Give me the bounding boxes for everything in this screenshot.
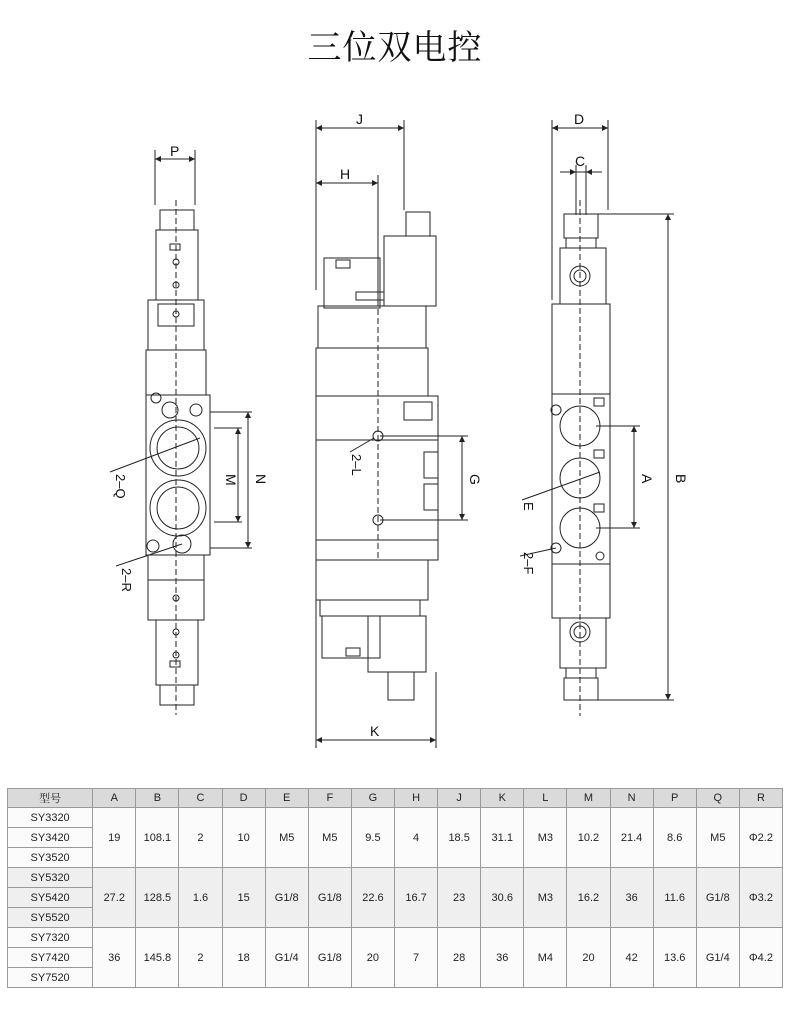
value-cell: 145.8 [136,928,179,988]
table-header-row [8,789,783,808]
header-p: P [653,789,696,808]
model-cell: SY7320 [8,928,93,948]
value-cell: 9.5 [351,808,394,868]
value-cell: 27.2 [93,868,136,928]
valve-drawing [0,80,790,739]
right-view [520,120,674,716]
label-h: H [340,166,351,182]
value-cell: 31.1 [481,808,524,868]
header-j: J [438,789,481,808]
value-cell: G1/8 [308,928,351,988]
value-cell: 36 [93,928,136,988]
header-a: A [93,789,136,808]
value-cell: 10.2 [567,808,610,868]
value-cell: 20 [351,928,394,988]
value-cell: G1/4 [265,928,308,988]
header-e: E [265,789,308,808]
value-cell: M5 [696,808,739,868]
value-cell: 22.6 [351,868,394,928]
value-cell: 21.4 [610,808,653,868]
label-m: M [223,474,239,486]
value-cell: M5 [265,808,308,868]
model-cell: SY7520 [8,968,93,988]
value-cell: 18.5 [438,808,481,868]
label-e: E [521,502,536,511]
value-cell: G1/4 [696,928,739,988]
value-cell: 2 [179,928,222,988]
header-f: F [308,789,351,808]
label-2f: 2–F [521,552,536,575]
label-2r: 2–R [119,568,134,592]
model-cell: SY3320 [8,808,93,828]
value-cell: 36 [481,928,524,988]
value-cell: G1/8 [696,868,739,928]
value-cell: M4 [524,928,567,988]
header-model: 型号 [8,789,93,808]
value-cell: 128.5 [136,868,179,928]
value-cell: 18 [222,928,265,988]
value-cell: M3 [524,868,567,928]
value-cell: Φ3.2 [739,868,782,928]
table-row [8,868,783,888]
value-cell: 7 [394,928,437,988]
label-2q: 2–Q [113,474,128,499]
middle-view [316,120,468,748]
label-j: J [356,111,363,127]
label-g: G [467,474,483,485]
value-cell: 28 [438,928,481,988]
label-c: C [575,153,586,169]
value-cell: 16.2 [567,868,610,928]
model-cell: SY5320 [8,868,93,888]
spec-table [7,788,783,988]
header-b: B [136,789,179,808]
left-view [110,150,252,715]
value-cell: 10 [222,808,265,868]
value-cell: G1/8 [308,868,351,928]
value-cell: 1.6 [179,868,222,928]
header-c: C [179,789,222,808]
header-m: M [567,789,610,808]
header-g: G [351,789,394,808]
value-cell: 4 [394,808,437,868]
header-k: K [481,789,524,808]
value-cell: 11.6 [653,868,696,928]
label-2l: 2–L [349,454,364,476]
header-r: R [739,789,782,808]
page-title: 三位双电控 [307,28,483,68]
label-p: P [170,143,180,159]
value-cell: 16.7 [394,868,437,928]
label-a: A [639,474,655,484]
value-cell: 20 [567,928,610,988]
label-b: B [673,474,689,484]
header-d: D [222,789,265,808]
label-n: N [253,474,269,485]
model-cell: SY7420 [8,948,93,968]
header-n: N [610,789,653,808]
model-cell: SY3520 [8,848,93,868]
value-cell: 23 [438,868,481,928]
value-cell: Φ4.2 [739,928,782,988]
value-cell: 42 [610,928,653,988]
value-cell: M5 [308,808,351,868]
label-k: K [370,723,380,739]
table-row [8,928,783,948]
value-cell: 108.1 [136,808,179,868]
header-q: Q [696,789,739,808]
header-l: L [524,789,567,808]
value-cell: 19 [93,808,136,868]
value-cell: 13.6 [653,928,696,988]
value-cell: G1/8 [265,868,308,928]
model-cell: SY3420 [8,828,93,848]
table-row [8,808,783,828]
model-cell: SY5420 [8,888,93,908]
label-d: D [574,111,585,127]
value-cell: 8.6 [653,808,696,868]
value-cell: M3 [524,808,567,868]
value-cell: 15 [222,868,265,928]
model-cell: SY5520 [8,908,93,928]
value-cell: 36 [610,868,653,928]
value-cell: 30.6 [481,868,524,928]
header-h: H [394,789,437,808]
value-cell: 2 [179,808,222,868]
value-cell: Φ2.2 [739,808,782,868]
